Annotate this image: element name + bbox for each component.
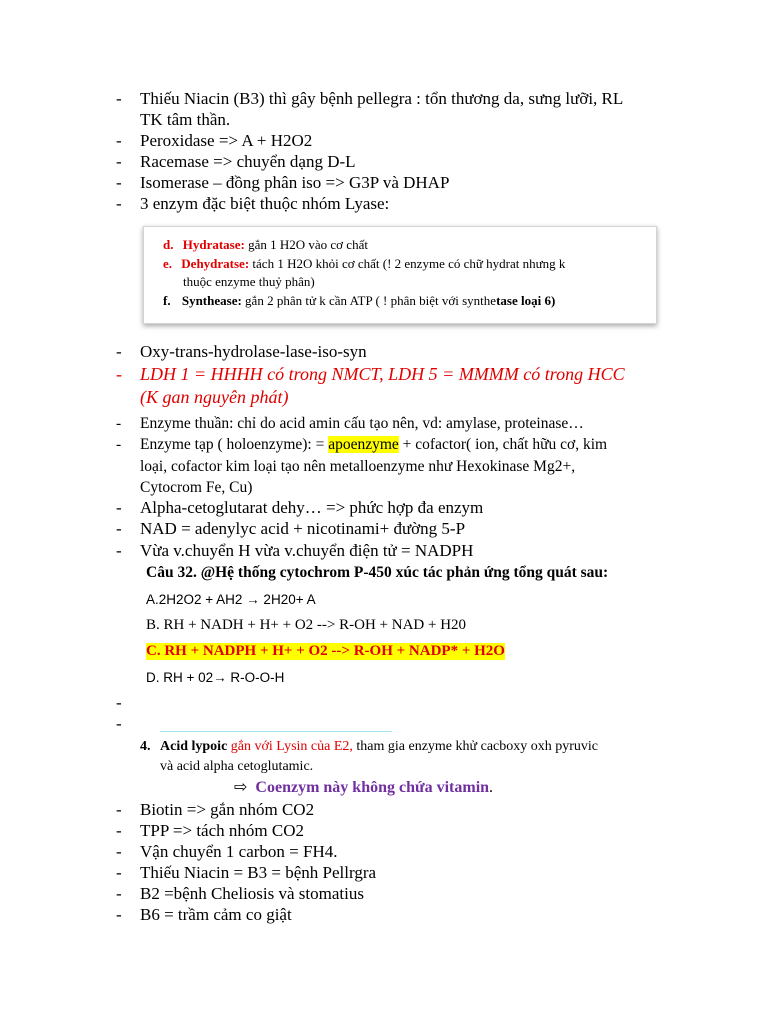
bullet-dash: - bbox=[116, 884, 122, 903]
bullet-text: Enzyme thuần: chỉ do acid amin cấu tạo nên, vd: amylase, proteinase… bbox=[140, 415, 584, 432]
bullet-dash: - bbox=[116, 714, 122, 733]
lyase-item-d: d. Hydratase: gắn 1 H2O vào cơ chất bbox=[163, 237, 368, 252]
bullet-dash: - bbox=[116, 541, 122, 560]
bullet-text: Isomerase – đồng phân iso => G3P và DHAP bbox=[140, 173, 450, 192]
bullet-text: Oxy-trans-hydrolase-lase-iso-syn bbox=[140, 342, 367, 361]
bullet-text: Peroxidase => A + H2O2 bbox=[140, 131, 313, 150]
bullet-dash: - bbox=[116, 821, 122, 840]
bullet-text: Thiếu Niacin (B3) thì gây bệnh pellegra : tổn thương da, sưng lưỡi, RL bbox=[140, 89, 624, 108]
arrow-right-icon: ⇨ bbox=[234, 779, 248, 796]
bullet-text: Vận chuyển 1 carbon = FH4. bbox=[140, 842, 338, 861]
acid-lypoic-continued: và acid alpha cetoglutamic. bbox=[160, 759, 314, 774]
bullet-text: Thiếu Niacin = B3 = bệnh Pellrgra bbox=[140, 863, 377, 882]
bullet-text-continued: TK tâm thần. bbox=[140, 110, 231, 129]
coenzym-note: ⇨ Coenzym này không chứa vitamin. bbox=[234, 779, 494, 796]
image-crop-line bbox=[160, 731, 392, 732]
bullet-dash: - bbox=[116, 415, 122, 432]
bullet-dash: - bbox=[116, 173, 122, 192]
bullet-text: NAD = adenylyc acid + nicotinami+ đường 5-P bbox=[140, 519, 466, 538]
bullet-dash: - bbox=[116, 436, 122, 453]
bullet-dash: - bbox=[116, 863, 122, 882]
bullet-text: B6 = trầm cảm co giật bbox=[140, 905, 292, 924]
bullet-dash: - bbox=[116, 800, 122, 819]
question-option-c: C. RH + NADPH + H+ + O2 --> R-OH + NADP* + H2O bbox=[146, 643, 505, 659]
bullet-text: B2 =bệnh Cheliosis và stomatius bbox=[140, 884, 364, 903]
document-page: - Thiếu Niacin (B3) thì gây bệnh pellegra : tổn thương da, sưng lưỡi, RL TK tâm thần. - Peroxidase => A + H2O2 - Racemase => chuyển dạng D-L - Isomerase – đồng phân iso => G3P và DHAP - 3 enzym đặc biệt thuộc nhóm Lyase: d. Hydratase: gắn 1 H2O vào cơ chất e. Dehydratse: tách 1 H2O khỏi cơ chất (! 2 enzyme có chữ hydrat nhưng k thuộc enzyme thuỷ phân) f. Synthease: gắn 2 phân tử k cần ATP ( ! phân biệt với synthetase loại 6) - Oxy-trans-hydrolase-lase-iso-syn - LDH 1 = HHHH có trong NMCT, LDH 5 = MMMM có trong HCC (K gan nguyên phát) - Enzyme thuần: chỉ do acid amin cấu tạo nên, vd: amylase, proteinase… - Enzyme tạp ( holoenzyme): = apoenzyme + cofactor( ion, chất hữu cơ, kim loại, cofactor kim loại tạo nên metalloenzyme như Hexokinase Mg2+, Cytocrom Fe, Cu) - Alpha-cetoglutarat dehy… => phức hợp đa enzym - NAD = adenylyc acid + nicotinami+ đường 5-P - Vừa v.chuyển H vừa v.chuyển điện tử = NADPH Câu 32. @Hệ thống cytochrom P-450 xúc tác phản ứng tổng quát sau: A.2H2O2 + AH2 → 2H20+ A B. RH + NADH + H+ + O2 --> R-OH + NAD + H20 C. RH + NADPH + H+ + O2 --> R-OH + NADP* + H2O D. RH + 02→ R-O-O-H - - 4. Acid lypoic gắn với Lysin của E2, tham gia enzyme khử cacboxy oxh pyruvic và acid alpha cetoglutamic. ⇨ Coenzym này không chứa vitamin. - Biotin => gắn nhóm CO2 - TPP => tách nhóm CO2 - Vận chuyển 1 carbon = FH4. - Thiếu Niacin = B3 = bệnh Pellrgra - B2 =bệnh Cheliosis và stomatius - B6 = trầm cảm co giật bbox=[0, 0, 768, 1024]
bullet-text: Racemase => chuyển dạng D-L bbox=[140, 152, 356, 171]
lyase-item-e: e. Dehydratse: tách 1 H2O khỏi cơ chất (! 2 enzyme có chữ hydrat nhưng k bbox=[163, 256, 566, 271]
question-title: Câu 32. @Hệ thống cytochrom P-450 xúc tác phản ứng tổng quát sau: bbox=[146, 564, 609, 581]
bullet-dash: - bbox=[116, 131, 122, 150]
bullet-dash: - bbox=[116, 194, 122, 213]
lyase-image-box bbox=[143, 226, 657, 324]
question-option-d: D. RH + 02→ R-O-O-H bbox=[146, 670, 285, 685]
bullet-dash: - bbox=[116, 842, 122, 861]
lyase-item-f: f. Synthease: gắn 2 phân tử k cần ATP ( ! phân biệt với synthetase loại 6) bbox=[163, 293, 556, 308]
question-option-b: B. RH + NADH + H+ + O2 --> R-OH + NAD + H20 bbox=[146, 617, 467, 633]
bullet-text: Vừa v.chuyển H vừa v.chuyển điện tử = NADPH bbox=[140, 541, 474, 560]
bullet-dash: - bbox=[116, 342, 122, 361]
apoenzyme-highlight: apoenzyme bbox=[328, 436, 399, 453]
bullet-dash: - bbox=[116, 152, 122, 171]
bullet-text-continued: (K gan nguyên phát) bbox=[140, 387, 289, 407]
bullet-dash: - bbox=[116, 498, 122, 517]
bullet-dash: - bbox=[116, 364, 122, 384]
bullet-dash: - bbox=[116, 89, 122, 108]
bullet-dash: - bbox=[116, 905, 122, 924]
bullet-text: Alpha-cetoglutarat dehy… => phức hợp đa enzym bbox=[140, 498, 484, 517]
lyase-item-e-continued: thuộc enzyme thuỷ phân) bbox=[183, 274, 315, 289]
bullet-text: Biotin => gắn nhóm CO2 bbox=[140, 800, 315, 819]
bullet-dash: - bbox=[116, 693, 122, 712]
question-option-a: A.2H2O2 + AH2 → 2H20+ A bbox=[146, 592, 316, 607]
acid-lypoic-line: 4. Acid lypoic gắn với Lysin của E2, tham gia enzyme khử cacboxy oxh pyruvic bbox=[140, 739, 599, 754]
bullet-text: 3 enzym đặc biệt thuộc nhóm Lyase: bbox=[140, 194, 390, 213]
bullet-text: LDH 1 = HHHH có trong NMCT, LDH 5 = MMMM có trong HCC bbox=[140, 364, 625, 384]
bullet-text: TPP => tách nhóm CO2 bbox=[140, 821, 304, 840]
bullet-dash: - bbox=[116, 519, 122, 538]
